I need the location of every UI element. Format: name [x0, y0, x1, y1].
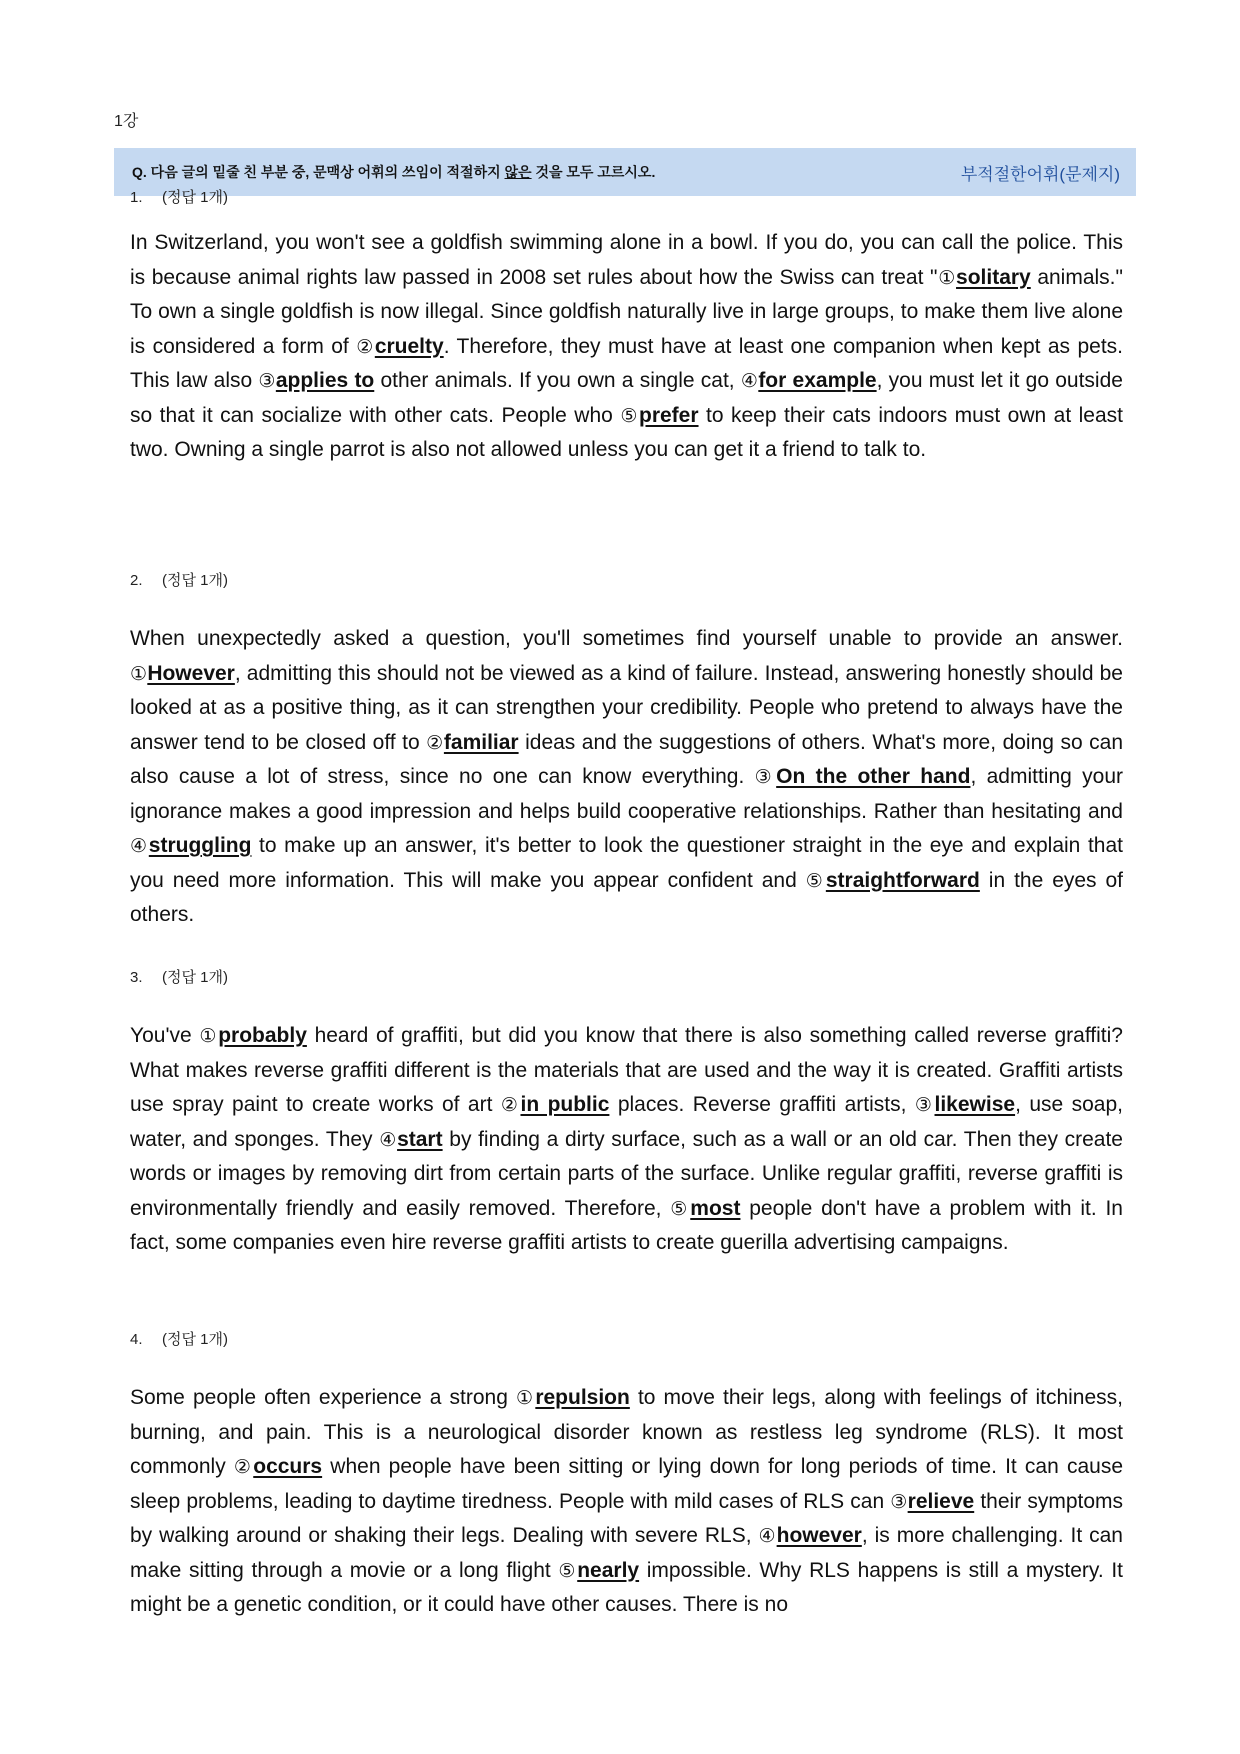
choice-marker-3: ③	[890, 1490, 908, 1513]
passage-text: , admitting your ignorance makes a good impression and helps build cooperative relationships. Rather than hesitating and	[130, 765, 1123, 823]
passage-text: to keep their cats indoors must own at least two. Owning a single parrot is also not allowed unless you can get it a friend to talk to.	[130, 403, 1123, 461]
instruction-text	[132, 162, 655, 182]
choice-marker-1: ①	[937, 266, 957, 289]
choice-marker-5: ⑤	[670, 1197, 691, 1220]
question-2-number: 2.	[130, 572, 143, 589]
passage-text: when people have been sitting or lying down for long periods of time. It can cause sleep problems, leading to daytime tiredness. People with mild cases of RLS can	[130, 1455, 1123, 1513]
passage-text: to move their legs, along with feelings of itchiness, burning, and pain. This is a neurological disorder known as restless leg syndrome (RLS). It most commonly	[130, 1386, 1123, 1478]
question-3-answer-note: (정답 1개)	[162, 969, 228, 986]
choice-marker-2: ②	[233, 1456, 254, 1478]
passage-text: in the eyes of others.	[130, 868, 1123, 926]
question-2-header	[130, 569, 228, 590]
underlined-term-2: cruelty	[374, 334, 444, 358]
passage-text: . Therefore, they must have at least one companion when kept as pets. This law also	[130, 334, 1123, 392]
choice-marker-2: ②	[426, 731, 444, 754]
underlined-term-3: likewise	[934, 1093, 1016, 1116]
choice-marker-1: ①	[516, 1387, 536, 1409]
underlined-term-2: in public	[520, 1093, 610, 1116]
instruction-text-after: 것을 모두 고르시오.	[531, 164, 656, 180]
passage-text: , you must let it go outside so that it can socialize with other cats. People who	[130, 369, 1123, 427]
underlined-term-1: However	[147, 661, 235, 685]
passage-text: by finding a dirty surface, such as a wall or an old car. Then they create words or images by removing dirt from certain parts of the surface. Unlike regular graffiti, reverse graffiti is environmentally friendly and easily removed. Therefore,	[130, 1127, 1123, 1220]
choice-marker-2: ②	[500, 1094, 521, 1116]
passage-text: heard of graffiti, but did you know that there is also something called reverse graffiti? What makes reverse graffiti different is the materials that are used and the way it is created. Graffiti artists use spray paint to create works of art	[130, 1024, 1123, 1116]
lesson-label: 1강	[114, 113, 139, 130]
underlined-term-5: most	[690, 1196, 741, 1220]
underlined-term-5: straightforward	[825, 868, 980, 892]
passage-text: , admitting this should not be viewed as a kind of failure. Instead, answering honestly should be looked at as a positive thing, as it can strengthen your credibility. People who pretend to always have the answer tend to be closed off to	[130, 661, 1123, 754]
instruction-bar	[114, 148, 1136, 196]
underlined-term-1: probably	[218, 1024, 307, 1047]
choice-marker-5: ⑤	[620, 404, 639, 427]
underlined-term-4: struggling	[148, 834, 252, 857]
choice-marker-2: ②	[356, 335, 375, 358]
question-3-number: 3.	[130, 969, 143, 986]
question-2-answer-note: (정답 1개)	[162, 572, 228, 589]
underlined-term-3: On the other hand	[776, 765, 971, 788]
instruction-tag: 부적절한어휘(문제지)	[960, 164, 1120, 184]
choice-marker-3: ③	[754, 766, 777, 788]
underlined-term-1: solitary	[956, 265, 1031, 289]
question-1-passage	[130, 226, 1123, 468]
question-1-answer-note: (정답 1개)	[162, 189, 228, 206]
instruction-text-underlined: 않은	[504, 164, 532, 180]
choice-marker-1: ①	[199, 1025, 219, 1047]
choice-marker-4: ④	[130, 835, 149, 857]
underlined-term-4: for example	[758, 369, 877, 392]
underlined-term-2: familiar	[443, 730, 519, 754]
underlined-term-3: applies to	[275, 369, 375, 392]
passage-text: animals." To own a single goldfish is now illegal. Since goldfish naturally live in large groups, to make them live alone is considered a form of	[130, 265, 1123, 358]
passage-text: other animals. If you own a single cat,	[374, 369, 741, 392]
question-1-header	[130, 186, 228, 207]
question-4-header	[130, 1328, 228, 1349]
passage-text: You've	[130, 1024, 200, 1047]
choice-marker-1: ①	[130, 662, 148, 685]
choice-marker-3: ③	[914, 1094, 935, 1116]
passage-text: Some people often experience a strong	[130, 1386, 517, 1409]
question-4-passage	[130, 1381, 1123, 1623]
passage-text: In Switzerland, you won't see a goldfish swimming alone in a bowl. If you do, you can call the police. This is because animal rights law passed in 2008 set rules about how the Swiss can treat "	[130, 231, 1123, 289]
passage-text: people don't have a problem with it. In fact, some companies even hire reverse graffiti artists to create guerilla advertising campaigns.	[130, 1196, 1123, 1254]
question-3-passage	[130, 1019, 1123, 1261]
choice-marker-4: ④	[758, 1525, 777, 1547]
underlined-term-5: nearly	[577, 1558, 640, 1582]
question-2-passage	[130, 622, 1123, 933]
underlined-term-1: repulsion	[535, 1386, 630, 1409]
passage-text: , is more challenging. It can make sitting through a movie or a long flight	[130, 1524, 1123, 1582]
passage-text: , use soap, water, and sponges. They	[130, 1093, 1123, 1151]
underlined-term-4: however	[776, 1524, 862, 1547]
instruction-text-before: Q. 다음 글의 밑줄 친 부분 중, 문맥상 어휘의 쓰임이 적절하지	[132, 164, 505, 180]
question-1-number: 1.	[130, 189, 143, 206]
choice-marker-4: ④	[740, 370, 759, 392]
underlined-term-5: prefer	[639, 403, 699, 427]
underlined-term-2: occurs	[253, 1455, 323, 1478]
choice-marker-5: ⑤	[805, 869, 826, 892]
underlined-term-3: relieve	[907, 1489, 975, 1513]
passage-text: to make up an answer, it's better to look the questioner straight in the eye and explain that you need more information. This will make you appear confident and	[130, 834, 1123, 892]
passage-text: impossible. Why RLS happens is still a mystery. It might be a genetic condition, or it could have other causes. There is no	[130, 1558, 1123, 1616]
choice-marker-3: ③	[258, 370, 276, 392]
underlined-term-4: start	[397, 1127, 443, 1151]
choice-marker-4: ④	[379, 1128, 398, 1151]
passage-text: ideas and the suggestions of others. What's more, doing so can also cause a lot of stress, since no one can know everything.	[130, 730, 1123, 788]
passage-text: places. Reverse graffiti artists,	[609, 1093, 915, 1116]
question-4-number: 4.	[130, 1331, 143, 1348]
question-3-header	[130, 966, 228, 987]
question-4-answer-note: (정답 1개)	[162, 1331, 228, 1348]
passage-text: their symptoms by walking around or shaking their legs. Dealing with severe RLS,	[130, 1489, 1124, 1547]
passage-text: When unexpectedly asked a question, you'll sometimes find yourself unable to provide an answer.	[130, 627, 1123, 650]
choice-marker-5: ⑤	[558, 1559, 578, 1582]
